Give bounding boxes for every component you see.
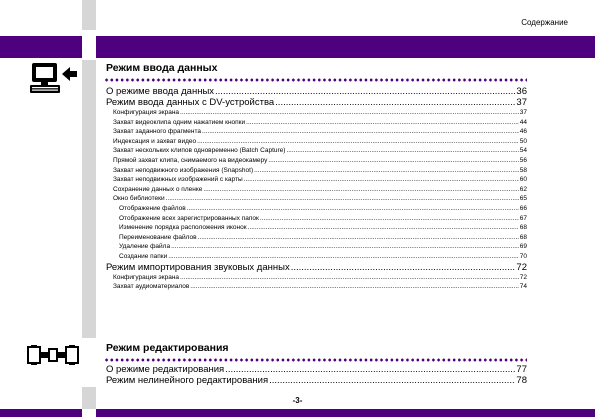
toc-dot-leader [269,375,515,386]
toc-entry-label: Конфигурация экрана [113,109,180,116]
page-number: -3- [292,396,303,405]
toc-entry-page: 37 [516,97,527,108]
toc-entry-label: Захват неподвижных изображений с карты [113,176,243,184]
toc-entry[interactable] [104,97,527,108]
toc-entry[interactable] [104,223,527,233]
toc-entry[interactable] [104,364,527,375]
toc-entry-label: Режим нелинейного редактирования [106,375,269,386]
toc-dot-leader [254,166,519,176]
toc-entry-label: Индексация и захват видео [113,137,197,145]
toc-entry-page: 62 [519,185,527,193]
toc-entry-page: 37 [519,109,527,116]
toc-entry-label: Режим ввода данных с DV-устройства [106,97,275,108]
toc-entry[interactable] [104,137,527,147]
toc-dot-leader [244,175,519,185]
toc-entry[interactable] [104,108,527,118]
toc-entry[interactable] [104,273,527,283]
toc-entry-label: Изменение порядка расположения иконок [119,224,247,232]
toc-entry[interactable] [104,127,527,137]
toc-entry-label: Отображение всех зарегистрированных папок [119,214,259,222]
toc-entry[interactable] [104,252,527,262]
toc-dot-leader [168,252,519,262]
toc-dot-leader [215,86,515,97]
section-divider-edit [104,358,527,362]
header-band-gap [82,36,96,58]
toc-entry-label: Захват видеоклипа одним нажатием кнопки [113,118,246,126]
toc-entry[interactable] [104,166,527,176]
toc-dot-leader [246,118,519,128]
toc-entry-label: Захват заданного фрагмента [113,128,202,136]
toc-entry-page: 56 [519,156,527,164]
toc-entry-page: 78 [516,375,527,386]
toc-entry[interactable] [104,194,527,204]
toc-entry-page: 67 [519,214,527,222]
toc-entry-page: 58 [519,166,527,174]
toc-dot-leader [225,364,515,375]
toc-entry-page: 44 [519,118,527,126]
toc-entry-page: 46 [519,128,527,136]
toc-entry[interactable] [104,175,527,185]
toc-entry-label: О режиме редактирования [106,364,225,375]
toc-dot-leader [180,273,519,283]
toc-dot-leader [291,262,516,273]
toc-entry-page: 77 [516,364,527,375]
toc-dot-leader [166,194,519,204]
toc-dot-leader [171,242,519,252]
toc-entry-page: 72 [519,273,527,281]
toc-entry-page: 65 [519,195,527,203]
toc-entry-page: 36 [516,86,527,97]
toc-entry[interactable] [104,233,527,243]
film-edit-icon [27,344,79,366]
toc-dot-leader [286,146,518,156]
toc-dot-leader [198,233,519,243]
toc-entry-label: Сохранение данных о пленке [113,185,203,193]
toc-entry[interactable] [104,282,527,292]
toc-dot-leader [187,204,519,214]
toc-entry-label: Отображение файлов [119,204,186,212]
toc-entry-page: 54 [519,147,527,155]
toc-entry-page: 68 [519,233,527,241]
toc-entry-label: О режиме ввода данных [106,86,215,97]
toc-entry-label: Прямой захват клипа, снимаемого на видеокамеру [113,156,268,164]
toc-dot-leader [268,156,518,166]
side-strip-top [82,0,96,30]
toc-dot-leader [190,282,518,292]
toc-entry-label: Захват нескольких клипов одновременно (Batch Capture) [113,147,286,155]
side-strip-middle [82,60,96,338]
toc-entry-page: 60 [519,176,527,184]
toc-entry[interactable] [104,242,527,252]
toc-entry-page: 50 [519,137,527,145]
toc-entry-label: Режим импортирования звуковых данных [106,261,290,273]
toc-entry-label: Окно библиотеки [113,195,165,203]
toc-entry[interactable] [104,214,527,224]
computer-input-icon [30,62,78,96]
section-title-input: Режим ввода данных [106,62,218,74]
toc-entry-page: 70 [519,252,527,260]
toc-entry-label: Удаление файла [119,243,171,251]
toc-dot-leader [197,137,519,147]
toc-entry[interactable] [104,118,527,128]
toc-dot-leader [203,185,518,195]
toc-entry-label: Переименование файлов [119,233,197,241]
toc-entry-page: 68 [519,224,527,232]
toc-dot-leader [275,97,515,108]
toc-entry[interactable] [104,262,527,273]
section-title-edit: Режим редактирования [106,342,229,354]
toc-entry[interactable] [104,156,527,166]
toc-entry[interactable] [104,185,527,195]
toc-dot-leader [248,223,519,233]
toc-entry[interactable] [104,204,527,214]
toc-entry-page: 72 [516,261,527,273]
toc-dot-leader [180,108,519,118]
toc-entry-label: Захват неподвижного изображения (Snapshot) [113,166,254,174]
section-divider-input [104,78,527,82]
page-header-title: Содержание [521,18,568,27]
toc-entry[interactable] [104,375,527,386]
toc-entry-page: 69 [519,243,527,251]
toc-entry[interactable] [104,146,527,156]
toc-entry-label: Захват аудиоматериалов [113,283,190,291]
toc-entry-label: Конфигурация экрана [113,273,180,281]
toc-entry-label: Создание папки [119,252,168,260]
footer-band-gap [82,409,96,417]
toc-dot-leader [202,127,519,137]
toc-dot-leader [260,214,519,224]
toc-entry[interactable] [104,86,527,97]
toc-list-input [104,86,527,292]
toc-entry-page: 74 [519,283,527,291]
toc-entry-page: 66 [519,204,527,212]
toc-list-edit [104,364,527,386]
